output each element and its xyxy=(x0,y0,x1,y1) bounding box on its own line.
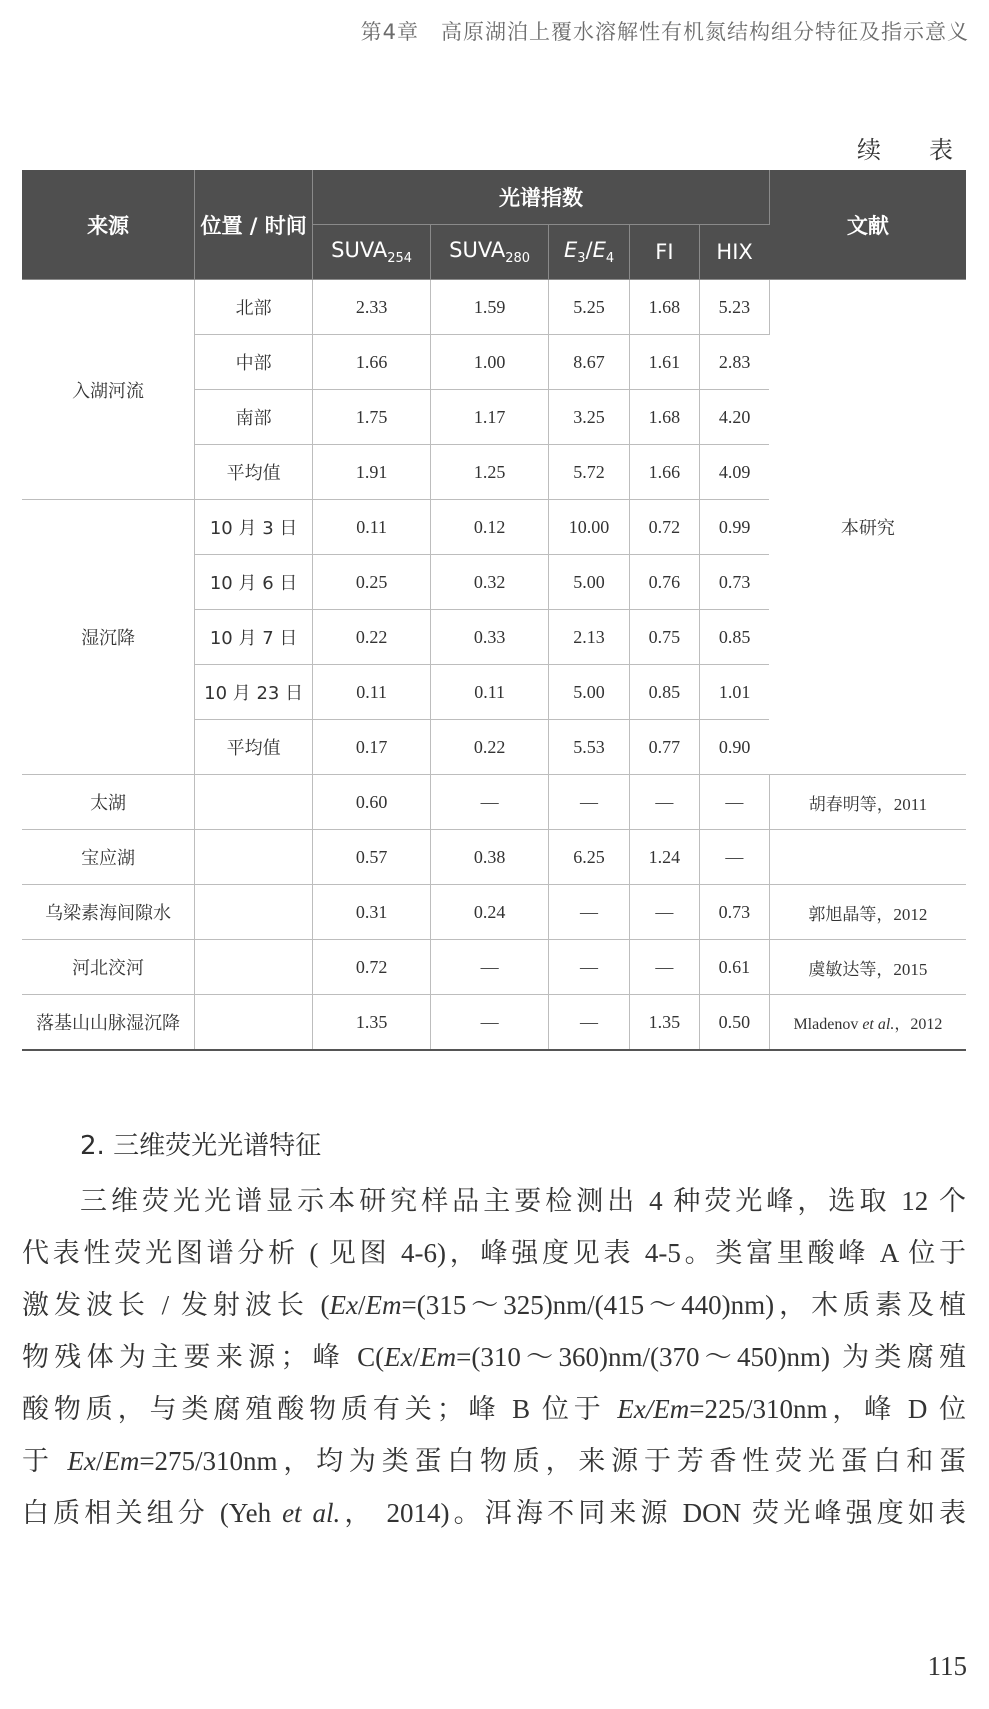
cell-source: 宝应湖 xyxy=(22,830,195,885)
cell-suva280: 0.32 xyxy=(431,555,549,610)
body-paragraph xyxy=(22,1175,966,1539)
cell-reference: 虞敏达等，2015 xyxy=(769,940,966,995)
cell-location: 南部 xyxy=(195,390,313,445)
cell-suva280: — xyxy=(431,775,549,830)
cell-suva254: 0.11 xyxy=(313,665,431,720)
header-spectral-index: 光谱指数 xyxy=(313,170,770,225)
cell-source: 河北洨河 xyxy=(22,940,195,995)
cell-reference xyxy=(769,830,966,885)
cell-fi: 1.61 xyxy=(629,335,699,390)
cell-hix: — xyxy=(699,830,769,885)
header-location-time: 位置 / 时间 xyxy=(195,170,313,280)
paragraph-line: 三维荧光光谱显示本研究样品主要检测出 4 种荧光峰，选取 12 个 xyxy=(80,1186,966,1216)
table-row xyxy=(22,885,966,940)
cell-e3e4: — xyxy=(549,995,630,1051)
cell-location: 10 月 6 日 xyxy=(195,555,313,610)
cell-suva254: 1.35 xyxy=(313,995,431,1051)
cell-suva254: 0.11 xyxy=(313,500,431,555)
cell-suva280: 0.12 xyxy=(431,500,549,555)
cell-hix: — xyxy=(699,775,769,830)
cell-fi: — xyxy=(629,885,699,940)
cell-hix: 0.99 xyxy=(699,500,769,555)
cell-e3e4: 10.00 xyxy=(549,500,630,555)
cell-location: 中部 xyxy=(195,335,313,390)
cell-reference: Mladenov et al.，2012 xyxy=(769,995,966,1051)
cell-fi: 0.75 xyxy=(629,610,699,665)
cell-suva280: 0.38 xyxy=(431,830,549,885)
reference-this-study: 本研究 xyxy=(769,280,966,775)
cell-e3e4: 3.25 xyxy=(549,390,630,445)
cell-e3e4: 6.25 xyxy=(549,830,630,885)
cell-suva254: 1.66 xyxy=(313,335,431,390)
cell-suva280: 0.33 xyxy=(431,610,549,665)
cell-hix: 0.85 xyxy=(699,610,769,665)
paragraph-line: 酸物质，与类腐殖酸物质有关；峰 B 位于 Ex/Em=225/310nm，峰 D 位 xyxy=(22,1394,966,1424)
cell-suva254: 0.57 xyxy=(313,830,431,885)
cell-hix: 0.73 xyxy=(699,555,769,610)
paragraph-line: 代表性荧光图谱分析 ( 见图 4-6)，峰强度见表 4-5。类富里酸峰 A 位于 xyxy=(22,1238,966,1268)
cell-suva280: 0.24 xyxy=(431,885,549,940)
cell-suva254: 0.31 xyxy=(313,885,431,940)
cell-fi: 1.68 xyxy=(629,280,699,335)
cell-e3e4: 8.67 xyxy=(549,335,630,390)
cell-e3e4: — xyxy=(549,885,630,940)
table-continued-label: 续 表 xyxy=(857,136,965,164)
table-row xyxy=(22,280,966,335)
cell-source: 落基山山脉湿沉降 xyxy=(22,995,195,1051)
header-hix: HIX xyxy=(699,225,769,280)
cell-suva254: 1.91 xyxy=(313,445,431,500)
header-fi: FI xyxy=(629,225,699,280)
cell-suva254: 2.33 xyxy=(313,280,431,335)
cell-reference: 郭旭晶等，2012 xyxy=(769,885,966,940)
cell-source: 太湖 xyxy=(22,775,195,830)
cell-suva254: 0.17 xyxy=(313,720,431,775)
cell-fi: 1.68 xyxy=(629,390,699,445)
cell-suva280: 1.25 xyxy=(431,445,549,500)
cell-location: 10 月 3 日 xyxy=(195,500,313,555)
cell-hix: 2.83 xyxy=(699,335,769,390)
cell-hix: 0.90 xyxy=(699,720,769,775)
page-number: 115 xyxy=(927,1651,967,1681)
cell-e3e4: 5.00 xyxy=(549,665,630,720)
cell-e3e4: 5.25 xyxy=(549,280,630,335)
cell-fi: 0.77 xyxy=(629,720,699,775)
running-head: 第4章 高原湖泊上覆水溶解性有机氮结构组分特征及指示意义 xyxy=(360,20,969,44)
header-reference: 文献 xyxy=(769,170,966,280)
header-suva280: $SUVA_{280}$ xyxy=(431,225,549,280)
cell-suva280: 1.17 xyxy=(431,390,549,445)
table-row xyxy=(22,830,966,885)
cell-hix: 0.73 xyxy=(699,885,769,940)
paragraph-line: 白质相关组分 (Yeh et al.， 2014)。洱海不同来源 DON 荧光峰强度如表 xyxy=(22,1498,966,1528)
cell-fi: — xyxy=(629,940,699,995)
cell-location: 10 月 7 日 xyxy=(195,610,313,665)
cell-location: 平均值 xyxy=(195,445,313,500)
cell-suva254: 0.22 xyxy=(313,610,431,665)
cell-location: 北部 xyxy=(195,280,313,335)
cell-e3e4: 5.72 xyxy=(549,445,630,500)
spectral-index-table xyxy=(22,170,966,1051)
paragraph-line: 物残体为主要来源；峰 C(Ex/Em=(310～360)nm/(370～450)nm) 为类腐殖 xyxy=(22,1342,967,1372)
paragraph-line: 激发波长 / 发射波长 (Ex/Em=(315～325)nm/(415～440)nm)，木质素及植 xyxy=(22,1290,966,1320)
cell-suva280: — xyxy=(431,995,549,1051)
cell-e3e4: 5.53 xyxy=(549,720,630,775)
cell-fi: 0.76 xyxy=(629,555,699,610)
cell-fi: 0.72 xyxy=(629,500,699,555)
cell-suva254: 1.75 xyxy=(313,390,431,445)
cell-fi: 1.24 xyxy=(629,830,699,885)
table-row xyxy=(22,775,966,830)
cell-suva254: 0.25 xyxy=(313,555,431,610)
header-source: 来源 xyxy=(22,170,195,280)
cell-suva280: 0.22 xyxy=(431,720,549,775)
paragraph-line: 于 Ex/Em=275/310nm，均为类蛋白物质，来源于芳香性荧光蛋白和蛋 xyxy=(22,1446,967,1476)
cell-location xyxy=(195,940,313,995)
cell-suva280: 1.59 xyxy=(431,280,549,335)
group-inflow-rivers: 入湖河流 xyxy=(22,280,195,500)
cell-location xyxy=(195,885,313,940)
cell-suva280: 0.11 xyxy=(431,665,549,720)
cell-hix: 0.61 xyxy=(699,940,769,995)
table-row xyxy=(22,995,966,1051)
cell-suva280: 1.00 xyxy=(431,335,549,390)
cell-e3e4: 5.00 xyxy=(549,555,630,610)
cell-fi: 1.35 xyxy=(629,995,699,1051)
cell-hix: 1.01 xyxy=(699,665,769,720)
cell-suva280: — xyxy=(431,940,549,995)
section-heading: 2. 三维荧光光谱特征 xyxy=(80,1131,322,1161)
cell-e3e4: — xyxy=(549,775,630,830)
header-suva254: $SUVA_{254}$ xyxy=(313,225,431,280)
cell-hix: 4.09 xyxy=(699,445,769,500)
table-row xyxy=(22,940,966,995)
cell-location: 10 月 23 日 xyxy=(195,665,313,720)
cell-fi: — xyxy=(629,775,699,830)
cell-e3e4: 2.13 xyxy=(549,610,630,665)
cell-location xyxy=(195,775,313,830)
cell-fi: 1.66 xyxy=(629,445,699,500)
group-wet-deposition: 湿沉降 xyxy=(22,500,195,775)
cell-suva254: 0.72 xyxy=(313,940,431,995)
cell-hix: 0.50 xyxy=(699,995,769,1051)
cell-source: 乌梁素海间隙水 xyxy=(22,885,195,940)
cell-fi: 0.85 xyxy=(629,665,699,720)
cell-e3e4: — xyxy=(549,940,630,995)
cell-hix: 4.20 xyxy=(699,390,769,445)
header-e3-e4: $E_3/E_4$ xyxy=(549,225,630,280)
cell-hix: 5.23 xyxy=(699,280,769,335)
cell-location: 平均值 xyxy=(195,720,313,775)
cell-location xyxy=(195,830,313,885)
cell-location xyxy=(195,995,313,1051)
cell-reference: 胡春明等，2011 xyxy=(769,775,966,830)
cell-suva254: 0.60 xyxy=(313,775,431,830)
